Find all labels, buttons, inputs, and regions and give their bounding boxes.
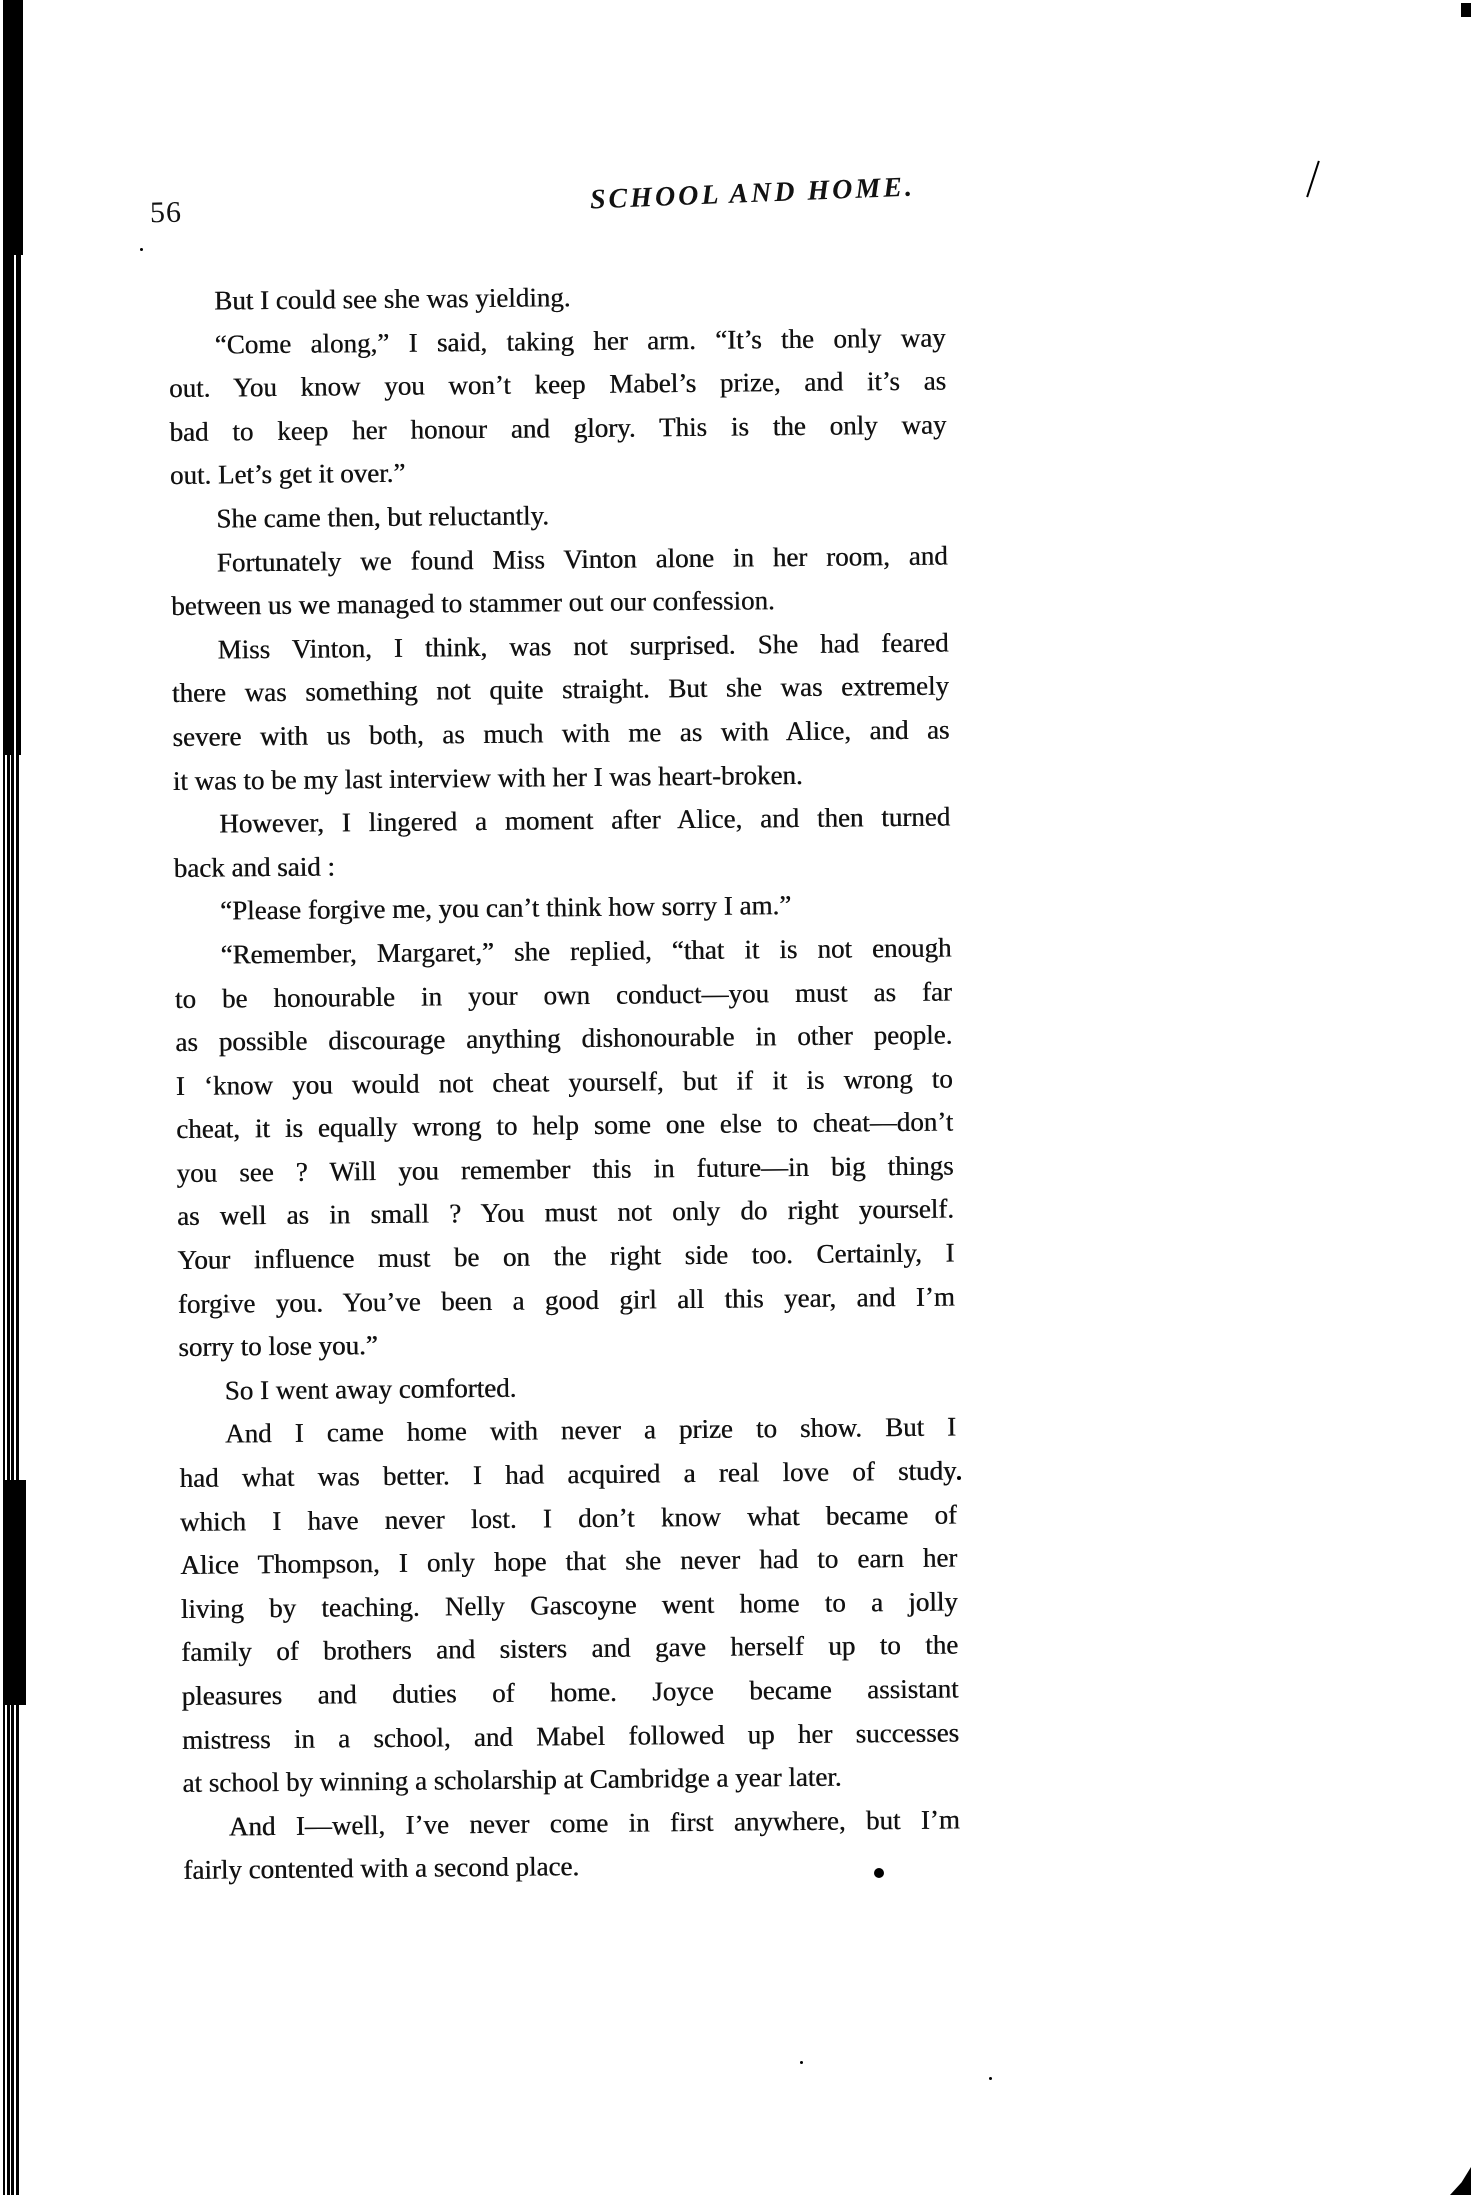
text-line: “Remember, Margaret,” she replied, “that it is not enough — [220, 932, 952, 970]
paragraph — [174, 883, 951, 934]
paragraph — [173, 796, 951, 891]
text-line: between us we managed to stammer out our confession. — [170, 585, 775, 622]
scan-artifact-left-bar-top — [4, 0, 23, 255]
text-line: back and said : — [173, 851, 335, 883]
text-line: which I have never lost. I don’t know what became of — [179, 1499, 958, 1537]
text-line: family of brothers and sisters and gave herself up to the — [181, 1629, 959, 1668]
scan-artifact-top-right-mark — [1461, 3, 1471, 17]
text-line: mistress in a school, and Mabel followed up her successes — [181, 1717, 960, 1755]
text-line: as possible discourage anything dishonourable in other people. — [175, 1019, 953, 1058]
text-line: Miss Vinton, I think, was not surprised. She had feared — [217, 627, 949, 665]
text-line: sorry to lose you.” — [178, 1330, 378, 1363]
paragraph — [178, 1362, 955, 1413]
scan-speck — [140, 248, 143, 251]
text-line: as well as in small ? You must not only do right yourself. — [176, 1193, 955, 1232]
text-line: Fortunately we found Miss Vinton alone in her room, and — [216, 540, 948, 578]
scan-artifact-left-bar-mid — [4, 1480, 26, 1705]
paragraph — [171, 621, 950, 803]
text-line: However, I lingered a moment after Alice, and then turned — [219, 801, 951, 839]
paragraph — [168, 316, 947, 498]
text-line: Alice Thompson, I only hope that she never had to earn her — [180, 1542, 958, 1581]
scan-artifact-bottom-right-blob — [1450, 2167, 1471, 2195]
text-line: there was something not quite straight. But she was extremely — [171, 670, 950, 709]
text-line: “Come along,” I said, taking her arm. “It’s the only way — [214, 322, 946, 360]
scan-artifact-left-bar-upper — [5, 255, 21, 755]
paragraph — [171, 534, 949, 629]
text-line: And I—well, I’ve never come in first anywhere, but I’m — [228, 1804, 960, 1842]
text-line: fairly contented with a second place. — [183, 1851, 580, 1886]
text-line: I ‘know you would not cheat yourself, but if it is wrong to — [175, 1063, 953, 1101]
scan-speck — [957, 1476, 961, 1480]
paragraph — [168, 273, 945, 324]
text-line: Your influence must be on the right side too. Certainly, I — [177, 1237, 955, 1276]
text-line: And I came home with never a prize to show. But I — [224, 1411, 957, 1449]
text-line: out. Let’s get it over.” — [169, 458, 406, 491]
running-title: SCHOOL AND HOME. — [589, 171, 916, 216]
text-block — [168, 273, 960, 1893]
page-number: 56 — [149, 195, 183, 230]
text-line: cheat, it is equally wrong to help some one else to cheat—don’t — [176, 1106, 954, 1145]
scan-speck — [989, 2077, 992, 2080]
paragraph — [179, 1406, 960, 1806]
scan-artifact-slash-mark — [1306, 161, 1320, 198]
paragraph — [174, 926, 955, 1369]
text-line: out. You know you won’t keep Mabel’s prize, and it’s as — [168, 365, 947, 404]
text-line: So I went away comforted. — [224, 1372, 517, 1406]
text-line: But I could see she was yielding. — [214, 282, 571, 316]
text-line: pleasures and duties of home. Joyce became assistant — [181, 1673, 959, 1711]
text-line: living by teaching. Nelly Gascoyne went home to a jolly — [180, 1586, 958, 1624]
text-line: She came then, but reluctantly. — [216, 500, 550, 534]
paragraph — [183, 1798, 961, 1893]
text-line: severe with us both, as much with me as with Alice, and as — [172, 714, 950, 752]
text-line: had what was better. I had acquired a real love of study — [179, 1455, 957, 1493]
paragraph — [170, 491, 947, 542]
text-line: you see ? Will you remember this in future—in big things — [176, 1150, 954, 1188]
scan-speck — [800, 2061, 803, 2064]
text-line: bad to keep her honour and glory. This is the only way — [169, 409, 947, 447]
text-line: “Please forgive me, you can’t think how sorry I am.” — [219, 890, 792, 926]
text-line: forgive you. You’ve been a good girl all this year, and I’m — [177, 1281, 955, 1319]
text-line: at school by winning a scholarship at Cambridge a year later. — [182, 1761, 842, 1799]
text-line: to be honourable in your own conduct—you must as far — [174, 976, 953, 1014]
text-line: it was to be my last interview with her I was heart-broken. — [172, 759, 803, 796]
